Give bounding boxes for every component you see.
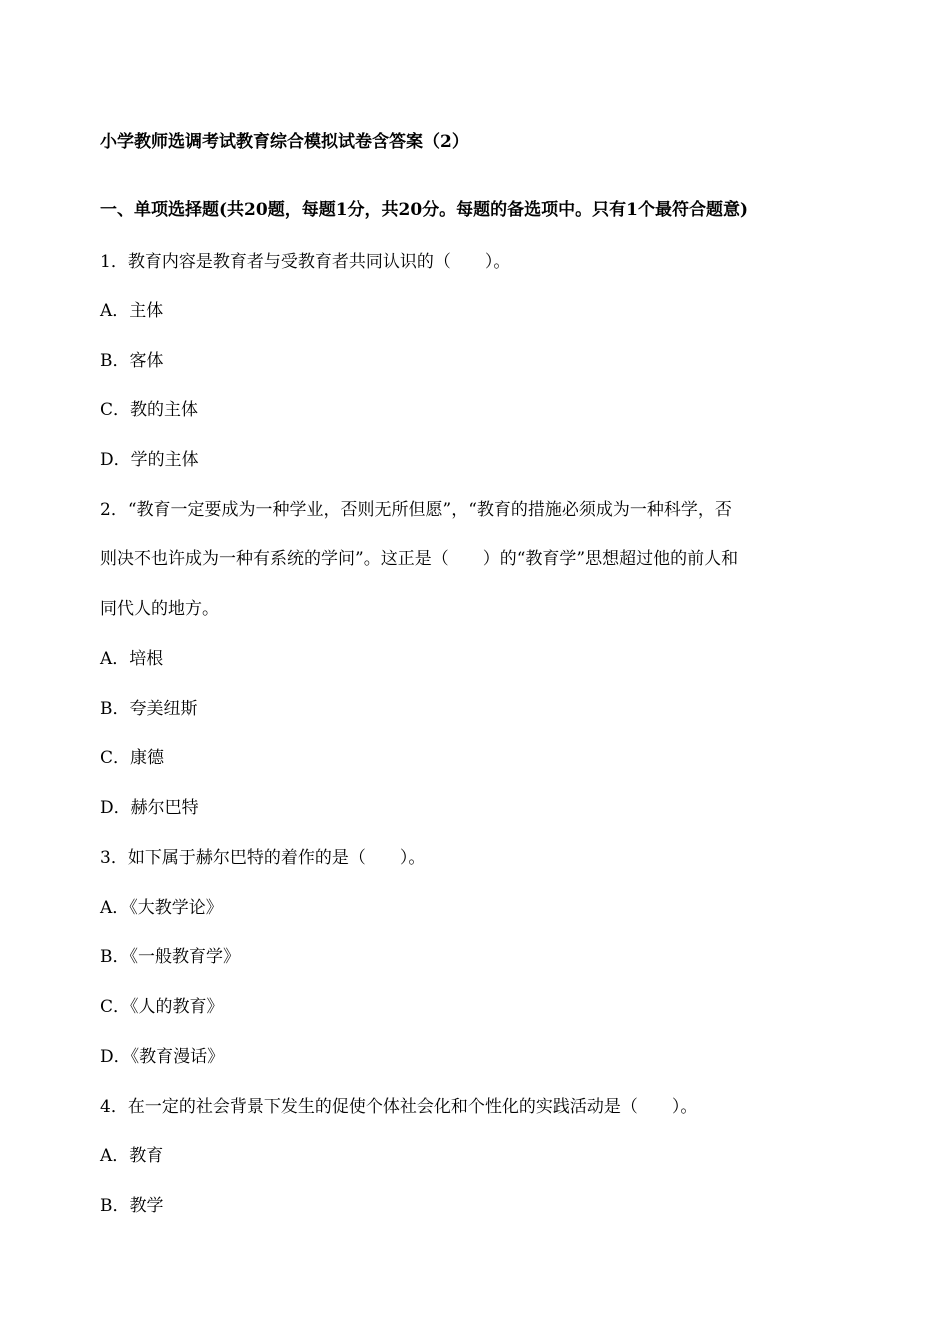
question-3-option-c: C．《人的教育》	[100, 997, 224, 1017]
question-4-option-b: B．教学	[100, 1196, 164, 1216]
question-2-stem-line-1: 2．“教育一定要成为一种学业，否则无所但愿”，“教育的措施必须成为一种科学，否	[100, 500, 732, 520]
question-3-option-d: D．《教育漫话》	[100, 1047, 225, 1067]
question-1-option-d: D．学的主体	[100, 450, 199, 470]
question-3-option-a: A．《大教学论》	[100, 898, 223, 918]
document-title: 小学教师选调考试教育综合模拟试卷含答案（2）	[100, 132, 469, 152]
question-2-option-a: A．培根	[100, 649, 164, 669]
question-2-stem-line-2: 则决不也许成为一种有系统的学问”。这正是（ ）的“教育学”思想超过他的前人和	[100, 549, 739, 569]
section-heading: 一、单项选择题(共20题，每题1分，共20分。每题的备选项中。只有1个最符合题意)	[100, 200, 749, 220]
question-3-option-b: B．《一般教育学》	[100, 947, 240, 967]
question-4-stem: 4．在一定的社会背景下发生的促使个体社会化和个性化的实践活动是（ ）。	[100, 1097, 698, 1117]
question-2-option-b: B．夸美纽斯	[100, 699, 198, 719]
question-1-option-c: C．教的主体	[100, 400, 199, 420]
question-2-option-c: C．康德	[100, 748, 165, 768]
question-4-option-a: A．教育	[100, 1146, 164, 1166]
question-3-stem: 3．如下属于赫尔巴特的着作的是（ ）。	[100, 848, 426, 868]
question-1-option-a: A．主体	[100, 301, 164, 321]
question-1-option-b: B．客体	[100, 351, 164, 371]
question-2-stem-line-3: 同代人的地方。	[100, 599, 219, 619]
question-1-stem: 1．教育内容是教育者与受教育者共同认识的（ ）。	[100, 252, 511, 272]
question-2-option-d: D．赫尔巴特	[100, 798, 199, 818]
